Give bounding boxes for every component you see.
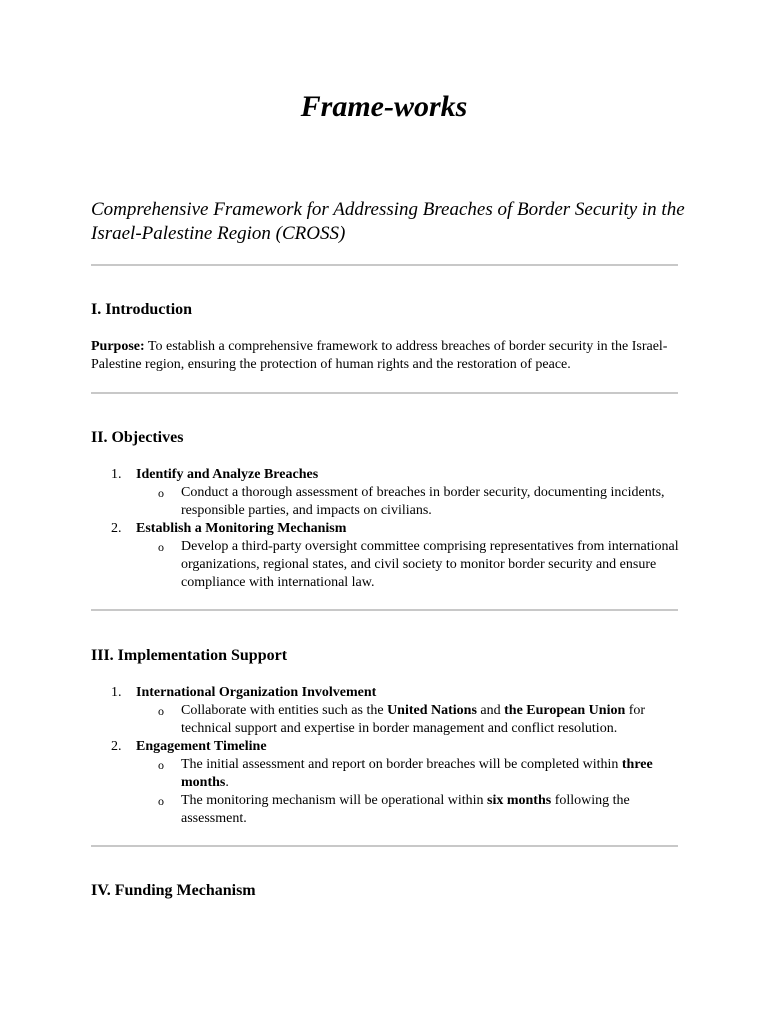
item-number: 1.: [111, 467, 122, 482]
section-heading-introduction: I. Introduction: [91, 301, 193, 318]
sub-list: [136, 702, 681, 738]
sub-list: [136, 538, 681, 592]
bullet-icon: o: [158, 758, 164, 772]
objectives-list: [91, 466, 681, 592]
divider: [91, 609, 678, 611]
list-item: [91, 738, 681, 828]
timeline-value: three months: [181, 757, 653, 790]
sub-list-item: [136, 756, 681, 792]
bullet-text: The initial assessment and report on border breaches will be completed within: [181, 757, 622, 772]
divider: [91, 264, 678, 266]
bullet-icon: o: [158, 486, 164, 500]
section-implementation: [91, 646, 681, 828]
purpose-text: To establish a comprehensive framework to address breaches of border security in the Israel-Palestine region, ensuring the protection of human rights and the restoration of peace.: [91, 339, 668, 372]
bullet-text: Conduct a thorough assessment of breaches in border security, documenting incidents, responsible parties, and impacts on civilians.: [181, 485, 665, 518]
sub-list-item: [136, 538, 681, 592]
bullet-icon: o: [158, 794, 164, 808]
bullet-icon: o: [158, 704, 164, 718]
org-name: the European Union: [504, 703, 626, 718]
section-funding: [91, 881, 681, 901]
item-title: International Organization Involvement: [136, 685, 377, 700]
list-item: [91, 684, 681, 738]
bullet-text: and: [476, 703, 505, 718]
section-objectives: [91, 428, 681, 592]
bullet-text: following the assessment.: [181, 793, 630, 826]
item-title: Establish a Monitoring Mechanism: [136, 521, 347, 536]
item-number: 1.: [111, 685, 122, 700]
timeline-value: six months: [487, 793, 552, 808]
bullet-text: The monitoring mechanism will be operational within: [181, 793, 487, 808]
item-title: Identify and Analyze Breaches: [136, 467, 319, 482]
org-name: United Nations: [387, 703, 477, 718]
sub-list-item: [136, 792, 681, 828]
purpose-paragraph: [91, 338, 681, 374]
divider: [91, 392, 678, 394]
section-heading-objectives: II. Objectives: [91, 429, 184, 446]
list-item: [91, 466, 681, 520]
item-title: Engagement Timeline: [136, 739, 267, 754]
list-item: [91, 520, 681, 592]
section-heading-implementation: III. Implementation Support: [91, 647, 288, 664]
sub-list-item: [136, 702, 681, 738]
item-number: 2.: [111, 521, 122, 536]
bullet-text: Collaborate with entities such as the: [181, 703, 388, 718]
bullet-text: for technical support and expertise in border management and conflict resolution.: [181, 703, 646, 736]
sub-list-item: [136, 484, 681, 520]
document-subtitle: Comprehensive Framework for Addressing Breaches of Border Security in the Israel-Palestine Region (CROSS): [91, 199, 685, 244]
item-number: 2.: [111, 739, 122, 754]
section-heading-funding: IV. Funding Mechanism: [91, 882, 256, 899]
sub-list: [136, 484, 681, 520]
bullet-text: Develop a third-party oversight committee comprising representatives from international organizations, regional states, and civil society to monitor border security and ensure compliance with international law.: [181, 539, 679, 590]
bullet-icon: o: [158, 540, 164, 554]
implementation-list: [91, 684, 681, 828]
document-title: Frame-works: [300, 90, 468, 123]
sub-list: [136, 756, 681, 828]
section-introduction: [91, 300, 681, 374]
divider: [91, 845, 678, 847]
bullet-text: .: [225, 775, 229, 790]
purpose-label: Purpose:: [91, 339, 145, 354]
